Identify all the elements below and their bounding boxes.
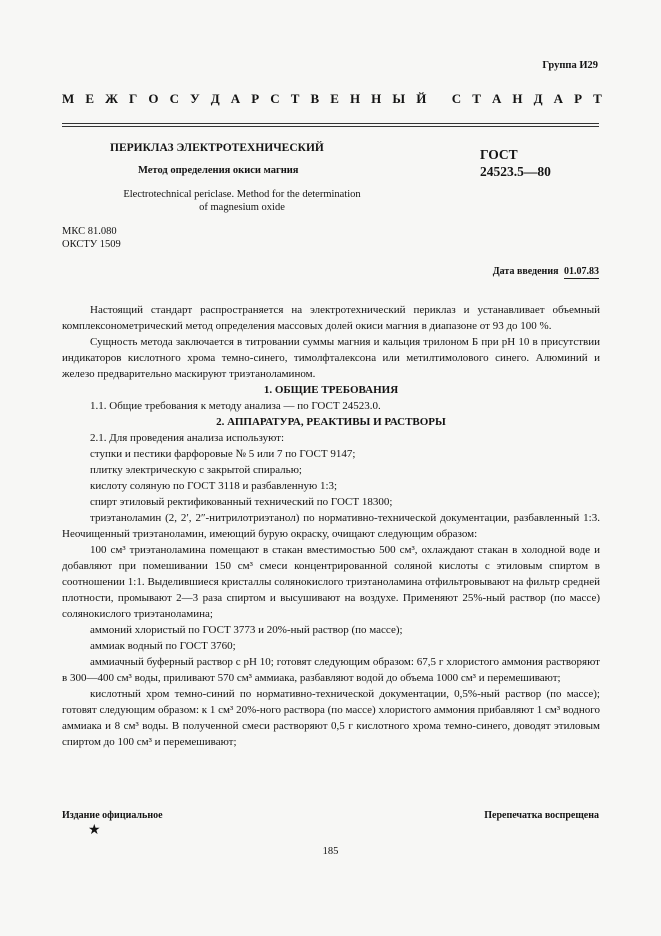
list-item: аммиак водный по ГОСТ 3760; [90,640,236,652]
section-heading: 2. АППАРАТУРА, РЕАКТИВЫ И РАСТВОРЫ [216,416,446,428]
document-subtitle: Метод определения окиси магния [138,165,299,176]
banner-letter: С [169,91,179,106]
banner-letter: Р [251,91,260,106]
list-item: аммоний хлористый по ГОСТ 3773 и 20%-ный раствор (по массе); [90,624,403,636]
list-item: спирт этиловый ректификованный технический по ГОСТ 18300; [90,496,393,508]
list-item: плитку электрическую с закрытой спиралью; [90,464,302,476]
banner-letter: О [148,91,159,106]
list-item: кислоту соляную по ГОСТ 3118 и разбавленную 1:3; [90,480,338,492]
official-edition-note: Издание официальное [62,810,163,821]
banner-letter: Р [574,91,583,106]
banner-letter: Д [210,91,220,106]
effective-date [493,266,599,277]
group-code: Группа И29 [542,60,598,71]
paragraph: Настоящий стандарт распространяется на электротехнический периклаз и устанавливает объемный комплексонометрический метод определения массовых долей окиси магния в диапазоне от 93 до 100 %. [62,304,600,332]
banner-letter: С [451,91,462,106]
banner-letter: Т [472,91,481,106]
gost-number [480,146,551,180]
header-divider [62,126,599,127]
page-number: 185 [322,846,339,857]
header-divider [62,123,599,124]
list-item: триэтаноламин (2, 2′, 2″-нитрилотриэтанол) по нормативно-технической документации, разбавленный 1:3. Неочищенный триэтаноламин, имеющий бурую окраску, очищают следующим образом: [62,512,600,540]
english-title-line: Electrotechnical periclase. Method for the determination [123,189,361,200]
banner-space [437,91,440,107]
paragraph: кислотный хром темно-синий по нормативно-технической документации, 0,5%-ный раствор (по массе); готовят следующим образом: к 1 см³ 20%-ного раствора (по массе) хлористого аммония прибавляют 1 см³ водного аммиака и 8 см³ воды. В полученной смеси растворяют 0,5 г кислотного хрома темно-синего, доводят этиловым спиртом до 100 см³ и перемешивают; [62,688,600,748]
banner-letter: С [270,91,280,106]
paragraph: Сущность метода заключается в титровании суммы магния и кальция трилоном Б при pH 10 в присутствии индикаторов кислотного хрома темно-синего, тимолфталексона или метилтимолового синего. Алюминий и железо предварительно маскируют триэтаноламином. [62,336,600,380]
banner-letter: А [553,91,564,106]
oksty-code: ОКСТУ 1509 [62,238,121,250]
paragraph: аммиачный буферный раствор с pH 10; готовят следующим образом: 67,5 г хлористого аммония растворяют в 300—400 см³ воды, приливают 570 см³ аммиака, разбавляют водой до объема 1000 см³ и перемешивают; [62,656,600,684]
banner-letter: Н [512,91,523,106]
banner-letter: Д [533,91,543,106]
standard-banner [62,91,602,107]
banner-letter: М [62,91,75,106]
paragraph: 2.1. Для проведения анализа используют: [90,432,285,444]
banner-letter: Т [290,91,300,106]
document-title: ПЕРИКЛАЗ ЭЛЕКТРОТЕХНИЧЕСКИЙ [110,142,324,154]
banner-letter: Н [349,91,361,106]
date-label: Дата введения [492,266,559,277]
banner-letter: Г [129,91,138,106]
date-value: 01.07.83 [564,266,599,277]
banner-letter: А [491,91,502,106]
star-icon: ★ [88,823,101,838]
banner-letter: У [190,91,200,106]
paragraph: 100 см³ триэтаноламина помещают в стакан вместимостью 500 см³, охлаждают стакан в холодной воде и добавляют при помешивании 150 см³ смеси концентрированной соляной кислоты с этиловым спиртом в соотношении 1:1. Выделившиеся кристаллы солянокислого триэтаноламина отфильтровывают на фильтр средней плотности, промывают 2—3 раза спиртом и высушивают на воздухе. Применяют 25%-ный раствор (по массе) солянокислого триэтаноламина; [62,544,600,620]
banner-letter: Н [371,91,382,106]
banner-letter: Ы [392,91,406,106]
gost-code: 24523.5—80 [480,164,551,179]
document-body [62,302,600,750]
banner-letter: А [230,91,241,106]
section-heading: 1. ОБЩИЕ ТРЕБОВАНИЯ [263,384,399,396]
banner-letter: Т [593,91,602,106]
paragraph: 1.1. Общие требования к методу анализа — по ГОСТ 24523.0. [90,400,381,412]
banner-letter: Й [416,91,427,106]
banner-letter: В [310,91,320,106]
list-item: ступки и пестики фарфоровые № 5 или 7 по ГОСТ 9147; [90,448,356,460]
reprint-prohibited-note: Перепечатка воспрещена [484,810,599,821]
english-title [92,188,392,214]
english-title-line: of magnesium oxide [199,202,285,213]
mks-code: МКС 81.080 [62,226,117,237]
gost-label: ГОСТ [480,147,518,162]
banner-letter: Е [330,91,339,106]
banner-letter: Е [85,91,95,106]
banner-letter: Ж [105,91,118,106]
classification-codes [62,226,121,251]
